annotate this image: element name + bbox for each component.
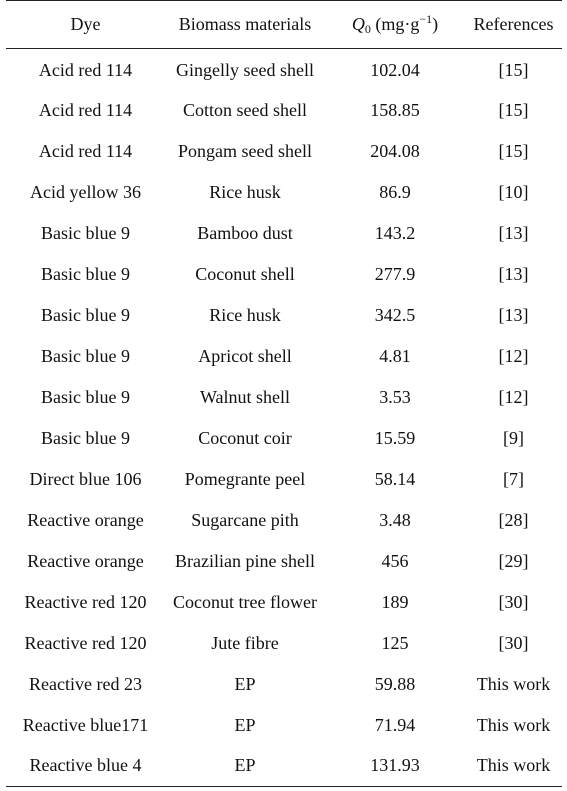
- table-row: [6, 213, 562, 254]
- cell-reference: This work: [476, 673, 551, 694]
- cell-dye: Reactive red 120: [24, 632, 147, 653]
- header-biomass-materials: Biomass materials: [165, 1, 325, 49]
- cell-biomass-material: Pomegrante peel: [184, 468, 306, 489]
- q-unit-superscript: −1: [419, 12, 433, 26]
- cell-reference: [10]: [498, 181, 529, 202]
- cell-biomass-material: Walnut shell: [199, 386, 291, 407]
- table-row: [6, 746, 562, 787]
- cell-biomass-material: EP: [234, 673, 256, 694]
- header-references: References: [465, 1, 562, 49]
- cell-q0-value: 204.08: [370, 140, 420, 161]
- cell-biomass-material: Coconut shell: [195, 263, 295, 284]
- cell-dye: Basic blue 9: [41, 263, 130, 284]
- cell-reference: [13]: [498, 304, 529, 325]
- header-q0: [325, 1, 465, 49]
- cell-q0-value: 4.81: [379, 345, 411, 366]
- table-row: [6, 377, 562, 418]
- table-row: [6, 664, 562, 705]
- table-row: [6, 500, 562, 541]
- cell-reference: This work: [476, 714, 551, 735]
- table-row: [6, 582, 562, 623]
- adsorption-capacity-table: [6, 0, 562, 787]
- cell-dye: Basic blue 9: [41, 304, 130, 325]
- table-row: [6, 295, 562, 336]
- q-symbol: Q: [351, 14, 365, 34]
- table-row: [6, 418, 562, 459]
- cell-biomass-material: Coconut coir: [198, 427, 292, 448]
- cell-q0-value: 158.85: [370, 99, 420, 120]
- cell-biomass-material: Bamboo dust: [197, 222, 293, 243]
- cell-q0-value: 143.2: [374, 222, 416, 243]
- cell-reference: [12]: [498, 386, 529, 407]
- cell-q0-value: 342.5: [374, 304, 416, 325]
- cell-biomass-material: Pongam seed shell: [178, 140, 312, 161]
- cell-dye: Reactive blue171: [22, 714, 149, 735]
- cell-dye: Reactive red 23: [29, 673, 142, 694]
- cell-dye: Reactive red 120: [24, 591, 147, 612]
- cell-dye: Basic blue 9: [41, 222, 130, 243]
- header-dye: Dye: [6, 1, 165, 49]
- cell-dye: Acid red 114: [38, 99, 133, 120]
- cell-biomass-material: Jute fibre: [211, 632, 279, 653]
- cell-q0-value: 102.04: [370, 60, 420, 81]
- cell-reference: [12]: [498, 345, 529, 366]
- table-row: [6, 254, 562, 295]
- cell-q0-value: 131.93: [325, 746, 465, 787]
- table-row: [6, 623, 562, 664]
- cell-biomass-material: Brazilian pine shell: [175, 550, 315, 571]
- q-unit-suffix: ): [432, 14, 439, 34]
- cell-q0-value: 125: [381, 632, 409, 653]
- cell-q0-value: 58.14: [374, 468, 416, 489]
- cell-reference: [15]: [498, 140, 529, 161]
- cell-reference: [15]: [498, 99, 529, 120]
- cell-reference: [7]: [503, 468, 524, 489]
- cell-dye: Acid red 114: [38, 60, 133, 81]
- cell-reference: [28]: [498, 509, 529, 530]
- table-row: [6, 459, 562, 500]
- cell-dye: Reactive orange: [27, 509, 144, 530]
- cell-biomass-material: EP: [165, 746, 325, 787]
- cell-biomass-material: Rice husk: [209, 304, 281, 325]
- cell-reference: [30]: [498, 591, 529, 612]
- cell-dye: Basic blue 9: [41, 386, 130, 407]
- cell-dye: Acid yellow 36: [30, 181, 141, 202]
- table-row: [6, 90, 562, 131]
- cell-dye: Direct blue 106: [29, 468, 142, 489]
- cell-q0-value: 456: [381, 550, 409, 571]
- cell-dye: Reactive orange: [27, 550, 144, 571]
- cell-q0-value: 59.88: [374, 673, 416, 694]
- cell-q0-value: 3.53: [379, 386, 411, 407]
- cell-dye: Basic blue 9: [41, 427, 130, 448]
- cell-biomass-material: Gingelly seed shell: [176, 60, 314, 81]
- cell-q0-value: 86.9: [379, 181, 411, 202]
- cell-dye: Basic blue 9: [41, 345, 130, 366]
- cell-q0-value: 71.94: [374, 714, 416, 735]
- table-row: [6, 336, 562, 377]
- cell-biomass-material: Coconut tree flower: [173, 591, 317, 612]
- table-row: [6, 49, 562, 90]
- cell-reference: [29]: [498, 550, 529, 571]
- cell-q0-value: 189: [381, 591, 409, 612]
- cell-dye: Acid red 114: [38, 140, 133, 161]
- header-row: [6, 1, 562, 49]
- table-row: [6, 172, 562, 213]
- cell-biomass-material: Sugarcane pith: [191, 509, 299, 530]
- q-unit-prefix: (mg·g: [370, 14, 420, 34]
- cell-reference: [9]: [503, 427, 524, 448]
- table-body: [6, 49, 562, 787]
- cell-q0-value: 3.48: [379, 509, 411, 530]
- cell-q0-value: 15.59: [374, 427, 416, 448]
- table-row: [6, 131, 562, 172]
- cell-biomass-material: Cotton seed shell: [183, 99, 307, 120]
- table-row: [6, 705, 562, 746]
- adsorption-capacity-table-container: [6, 0, 562, 787]
- q-subscript: 0: [364, 22, 371, 36]
- cell-reference: [13]: [498, 222, 529, 243]
- cell-dye: Reactive blue 4: [6, 746, 165, 787]
- cell-biomass-material: Rice husk: [209, 181, 281, 202]
- cell-biomass-material: EP: [234, 714, 256, 735]
- cell-reference: [30]: [498, 632, 529, 653]
- cell-biomass-material: Apricot shell: [198, 345, 292, 366]
- cell-reference: This work: [465, 746, 562, 787]
- cell-reference: [13]: [498, 263, 529, 284]
- table-row: [6, 541, 562, 582]
- cell-q0-value: 277.9: [374, 263, 416, 284]
- cell-reference: [15]: [498, 60, 529, 81]
- table-header: [6, 1, 562, 49]
